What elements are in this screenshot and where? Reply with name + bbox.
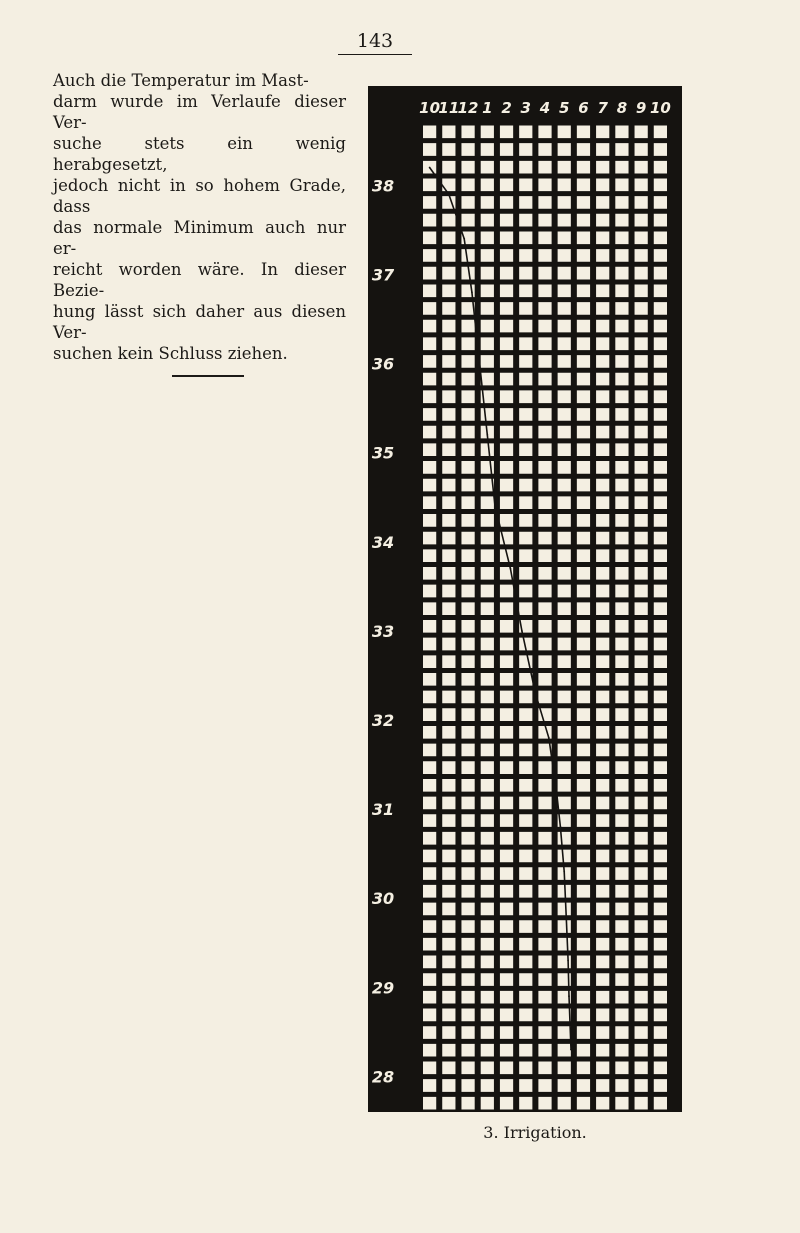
page-number: 143	[356, 30, 394, 52]
y-tick-label: 28	[371, 1067, 395, 1087]
y-tick-label: 36	[371, 354, 395, 374]
x-tick-label: 1	[482, 99, 493, 117]
x-tick-label: 12	[457, 99, 479, 117]
data-point	[560, 826, 562, 828]
y-tick-label: 32	[371, 710, 395, 730]
data-point	[568, 995, 570, 997]
x-tick-label: 8	[616, 99, 628, 117]
paragraph-line: darm wurde im Verlaufe dieser Ver-	[53, 92, 346, 132]
paragraph-line: das normale Minimum auch nur er-	[53, 218, 346, 258]
x-tick-label: 4	[539, 99, 551, 117]
paragraph-line: hung lässt sich daher aus diesen Ver-	[53, 302, 346, 342]
temperature-chart	[368, 86, 682, 1112]
y-tick-label: 29	[371, 978, 395, 998]
x-tick-label: 5	[559, 99, 570, 117]
x-tick-label: 6	[578, 99, 589, 117]
paragraph-line: suchen kein Schluss ziehen.	[53, 344, 288, 363]
y-tick-label: 38	[371, 176, 395, 196]
data-point	[494, 505, 496, 507]
paragraph-line: reicht worden wäre. In dieser Bezie-	[53, 260, 346, 300]
paragraph-line: suche stets ein wenig herabgesetzt,	[53, 134, 346, 174]
y-tick-label: 37	[371, 265, 395, 285]
x-tick-label: 11	[438, 99, 460, 117]
body-paragraph	[53, 70, 346, 364]
data-point	[429, 167, 431, 169]
data-point	[556, 790, 558, 792]
x-tick-label: 10	[419, 99, 441, 117]
section-separator	[172, 375, 244, 377]
figure-caption: 3. Irrigation.	[483, 1123, 587, 1142]
data-point	[471, 291, 473, 293]
chart-svg	[368, 86, 682, 1112]
y-tick-label: 34	[371, 532, 395, 552]
data-point	[548, 737, 550, 739]
data-point	[565, 915, 567, 917]
y-tick-label: 35	[371, 443, 395, 463]
data-point	[463, 238, 465, 240]
data-point	[563, 871, 565, 873]
y-tick-label: 31	[371, 800, 395, 820]
data-point	[479, 363, 481, 365]
data-point	[570, 1049, 572, 1051]
x-tick-label: 3	[520, 99, 531, 117]
paragraph-line: Auch die Temperatur im Mast-	[53, 71, 309, 90]
x-tick-label: 10	[649, 99, 671, 117]
data-point	[448, 193, 450, 195]
y-tick-label: 30	[371, 889, 395, 909]
y-tick-label: 33	[371, 621, 395, 641]
data-point	[521, 630, 523, 632]
data-point	[486, 434, 488, 436]
paragraph-line: jedoch nicht in so hohem Grade, dass	[53, 176, 346, 216]
x-tick-label: 2	[501, 99, 512, 117]
data-point	[510, 568, 512, 570]
page-number-rule	[338, 54, 412, 55]
x-tick-label: 7	[597, 99, 608, 117]
x-tick-label: 9	[635, 99, 647, 117]
data-point	[567, 960, 569, 962]
data-point	[535, 692, 537, 694]
data-point	[569, 1022, 571, 1024]
